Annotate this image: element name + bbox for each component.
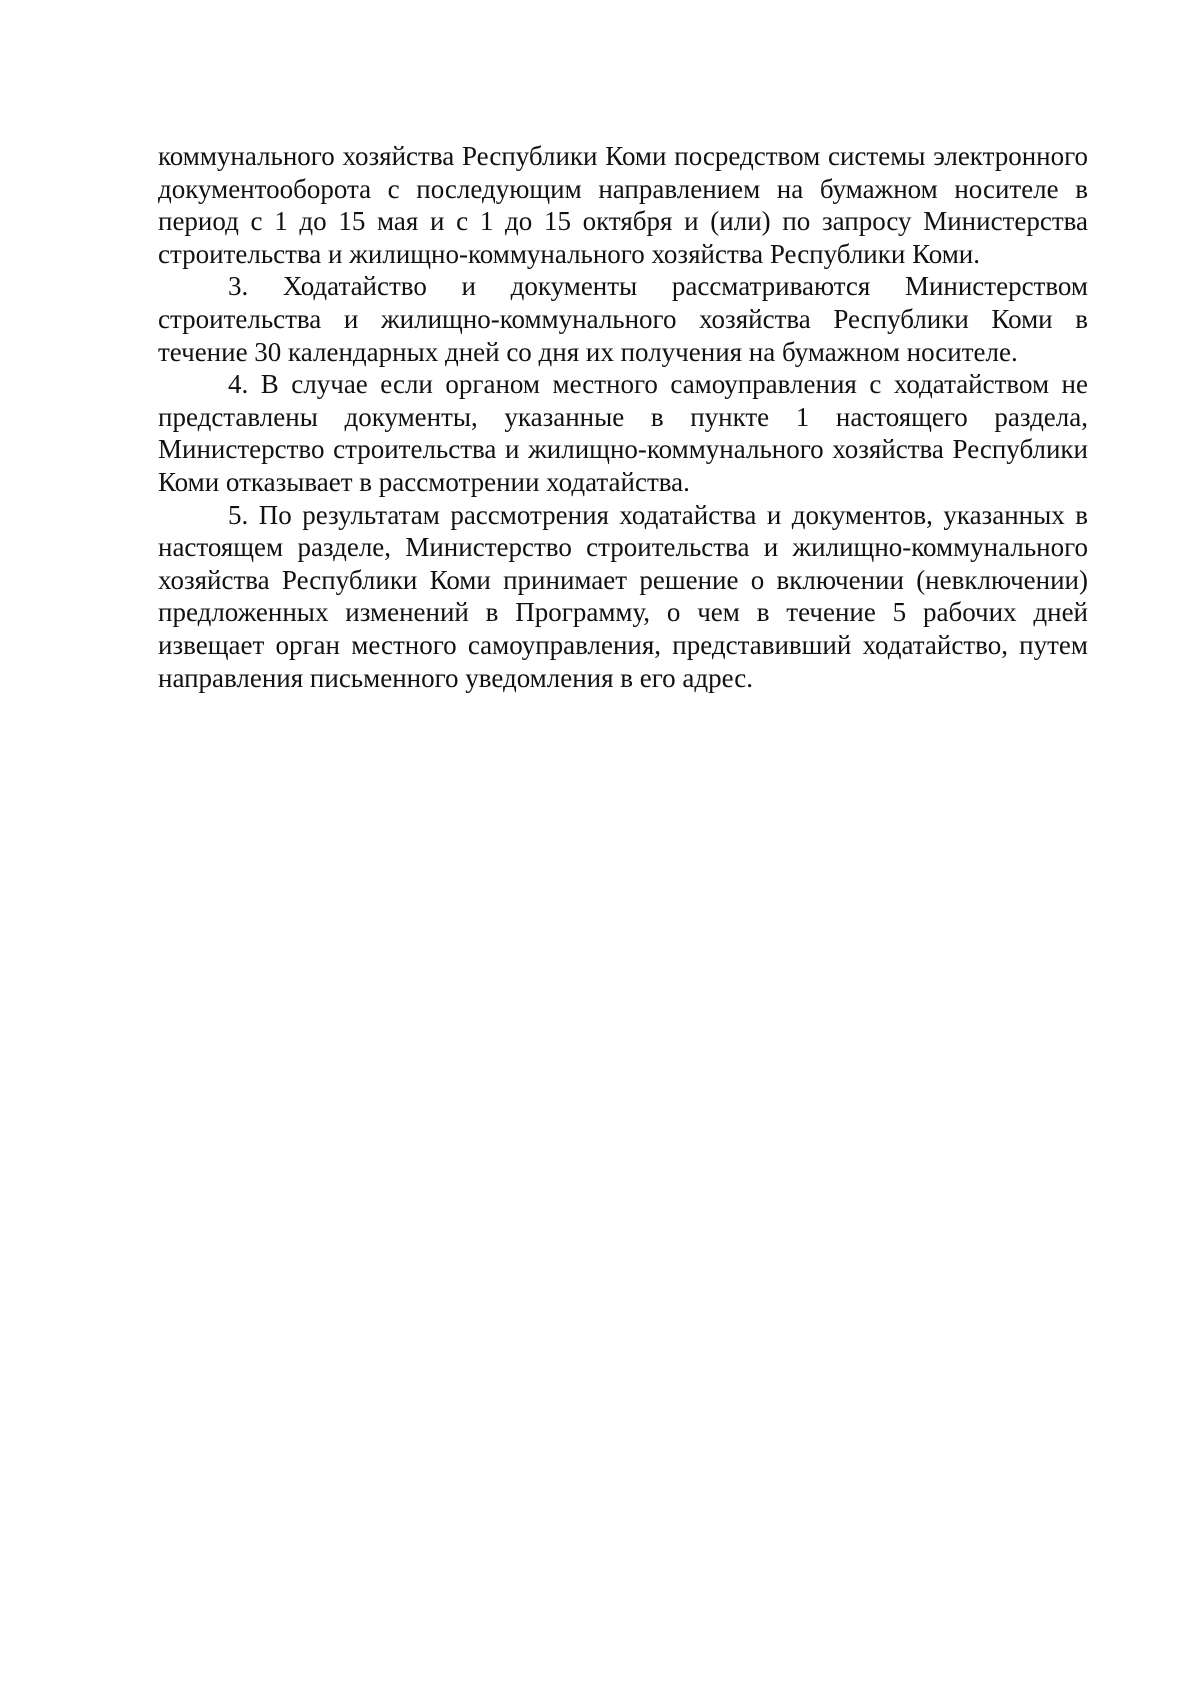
paragraph-item-3: 3. Ходатайство и документы рассматриваются Министерством строительства и жилищно-коммунального хозяйства Республики Коми в течение 30 календарных дней со дня их получения на бумажном носителе. [158,271,1088,367]
paragraph-item-4: 4. В случае если органом местного самоуправления с ходатайством не представлены документы, указанные в пункте 1 настоящего раздела, Министерство строительства и жилищно-коммунального хозяйства Республики Коми отказывает в рассмотрении ходатайства. [158,369,1088,497]
paragraph-item-5: 5. По результатам рассмотрения ходатайства и документов, указанных в настоящем разделе, Министерство строительства и жилищно-коммунального хозяйства Республики Коми принимает решение о включении (невключении) предложенных изменений в Программу, о чем в течение 5 рабочих дней извещает орган местного самоуправления, представивший ходатайство, путем направления письменного уведомления в его адрес. [158,499,1088,693]
paragraph-continuation: коммунального хозяйства Республики Коми посредством системы электронного документооборота с последующим направлением на бумажном носителе в период с 1 до 15 мая и с 1 до 15 октября и (или) по запросу Министерства строительства и жилищно-коммунального хозяйства Республики Коми. [158,141,1088,269]
document-body [158,140,1088,694]
